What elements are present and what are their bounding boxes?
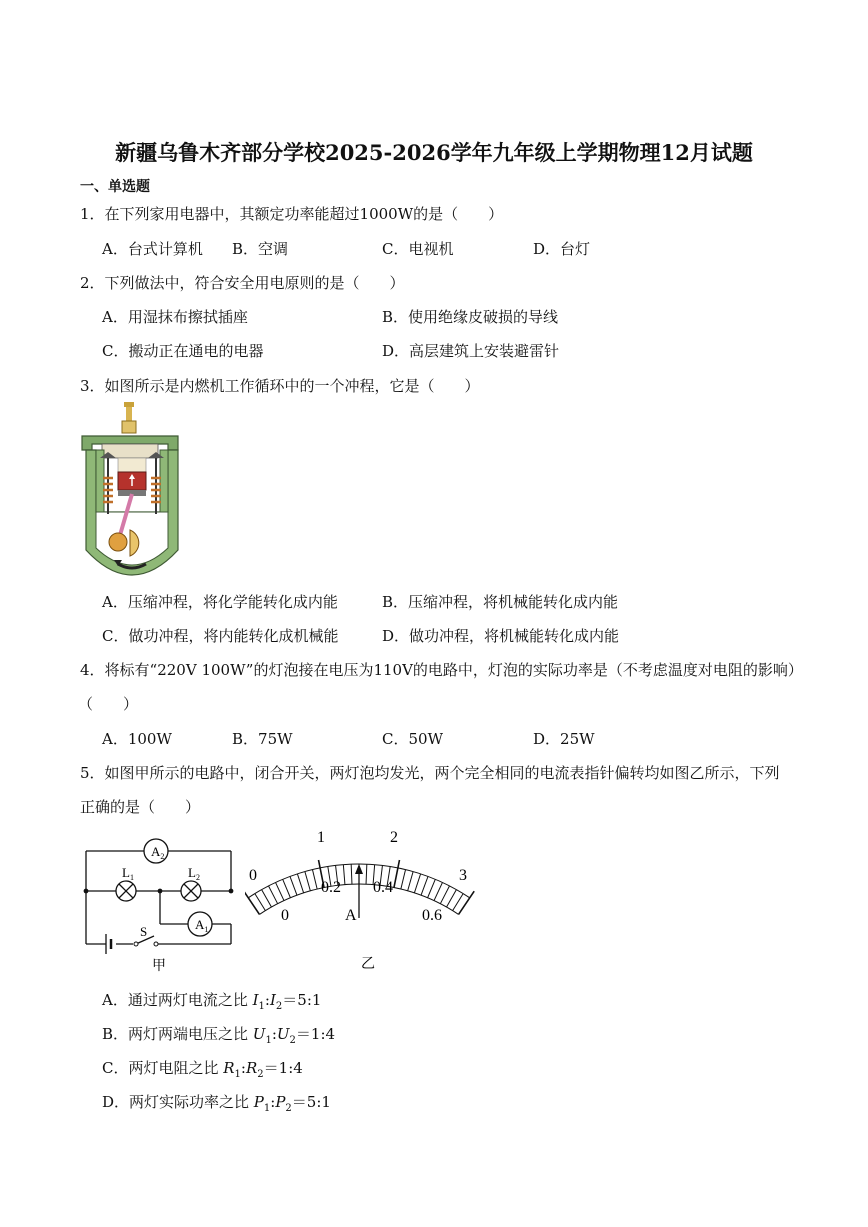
question-3-stem: 3．如图所示是内燃机工作循环中的一个冲程，它是（ ） bbox=[80, 377, 480, 395]
ammeter-a2-label: $A_2$ bbox=[151, 844, 165, 861]
q4-option-c: C．50W bbox=[382, 730, 443, 748]
q3-option-c: C．做功冲程，将内能转化成机械能 bbox=[102, 627, 339, 645]
q1-option-a: A．台式计算机 bbox=[102, 240, 203, 258]
dial-tick bbox=[366, 864, 367, 884]
scale-top-3: 3 bbox=[459, 867, 467, 884]
q5-option-c: C．两灯电阻之比 $R_1:R_2=1:4$ bbox=[102, 1059, 303, 1080]
lamp-l2-label: $L_2$ bbox=[188, 865, 200, 882]
dial-tick bbox=[453, 894, 464, 911]
switch-label: S bbox=[140, 924, 148, 939]
q5-option-d: D．两灯实际功率之比 $P_1:P_2=5:1$ bbox=[102, 1093, 331, 1114]
q3-option-a: A．压缩冲程，将化学能转化成内能 bbox=[102, 593, 338, 611]
dial-tick bbox=[255, 894, 266, 911]
dial-tick bbox=[408, 872, 413, 891]
scale-top-2: 2 bbox=[390, 829, 398, 846]
q2-option-a: A．用湿抹布擦拭插座 bbox=[102, 308, 248, 326]
dial-tick bbox=[401, 870, 406, 889]
dial-tick bbox=[290, 876, 297, 895]
scale-bottom-0: 0 bbox=[281, 907, 289, 924]
q3-option-d: D．做功冲程，将机械能转化成内能 bbox=[382, 627, 620, 645]
dial-tick bbox=[343, 865, 345, 885]
scale-bottom-3: 0.6 bbox=[422, 907, 442, 924]
lamp-l1-label: $L_1$ bbox=[122, 865, 134, 882]
q5-option-a: A．通过两灯电流之比 $I_1:I_2=5:1$ bbox=[102, 991, 322, 1012]
question-4-stem: 4．将标有“220V 100W”的灯泡接在电压为110V的电路中，灯泡的实际功率是（不考虑温度对电阻的影响） bbox=[80, 661, 803, 679]
scale-bottom-1: 0.2 bbox=[321, 879, 341, 896]
dial-tick bbox=[276, 882, 284, 900]
q3-option-b: B．压缩冲程，将机械能转化成内能 bbox=[382, 593, 619, 611]
q1-option-d: D．台灯 bbox=[533, 240, 591, 258]
q2-option-c: C．搬动正在通电的电器 bbox=[102, 342, 264, 360]
dial-tick bbox=[262, 890, 272, 907]
q4-option-a: A．100W bbox=[102, 730, 172, 748]
dial-tick bbox=[414, 874, 420, 893]
section-heading: 一、单选题 bbox=[80, 179, 150, 195]
q5-option-b: B．两灯两端电压之比 $U_1:U_2=1:4$ bbox=[102, 1025, 336, 1046]
question-5-stem: 5．如图甲所示的电路中，闭合开关，两灯泡均发光，两个完全相同的电流表指针偏转均如图乙所示，下列 bbox=[80, 764, 780, 782]
question-1-stem: 1．在下列家用电器中，其额定功率能超过1000W的是（ ） bbox=[80, 205, 504, 223]
dial-tick bbox=[283, 879, 291, 897]
q2-option-d: D．高层建筑上安装避雷针 bbox=[382, 342, 560, 360]
question-4-stem-cont: （ ） bbox=[78, 695, 139, 713]
question-5-stem-cont: 正确的是（ ） bbox=[80, 798, 201, 816]
dial-tick bbox=[440, 886, 449, 904]
dial-tick bbox=[459, 891, 475, 914]
page-title: 新疆乌鲁木齐部分学校2025-2026学年九年级上学期物理12月试题 bbox=[115, 140, 753, 165]
dial-tick bbox=[447, 890, 457, 907]
q4-option-d: D．25W bbox=[533, 730, 595, 748]
q1-option-b: B．空调 bbox=[232, 240, 289, 258]
dial-tick bbox=[394, 860, 400, 887]
q2-option-b: B．使用绝缘皮破损的导线 bbox=[382, 308, 559, 326]
scale-top-1: 1 bbox=[317, 829, 325, 846]
dial-tick bbox=[421, 876, 428, 895]
q1-option-c: C．电视机 bbox=[382, 240, 454, 258]
engine-diagram bbox=[78, 400, 188, 586]
dial-tick bbox=[268, 886, 277, 904]
dial-tick bbox=[428, 879, 436, 897]
q4-option-b: B．75W bbox=[232, 730, 293, 748]
meter-unit: A bbox=[345, 907, 357, 924]
circuit-diagram bbox=[78, 832, 243, 974]
dial-tick bbox=[351, 864, 352, 884]
question-2-stem: 2．下列做法中，符合安全用电原则的是（ ） bbox=[80, 274, 405, 292]
dial-tick bbox=[297, 874, 303, 893]
scale-top-0: 0 bbox=[249, 867, 257, 884]
ammeter-a1-label: $A_1$ bbox=[195, 917, 209, 934]
meter-caption: 乙 bbox=[361, 957, 375, 972]
dial-tick bbox=[305, 872, 310, 891]
ammeter-dial bbox=[245, 822, 485, 974]
dial-tick bbox=[434, 882, 442, 900]
circuit-caption: 甲 bbox=[152, 959, 166, 974]
dial-tick bbox=[312, 870, 317, 889]
scale-bottom-2: 0.4 bbox=[373, 879, 393, 896]
